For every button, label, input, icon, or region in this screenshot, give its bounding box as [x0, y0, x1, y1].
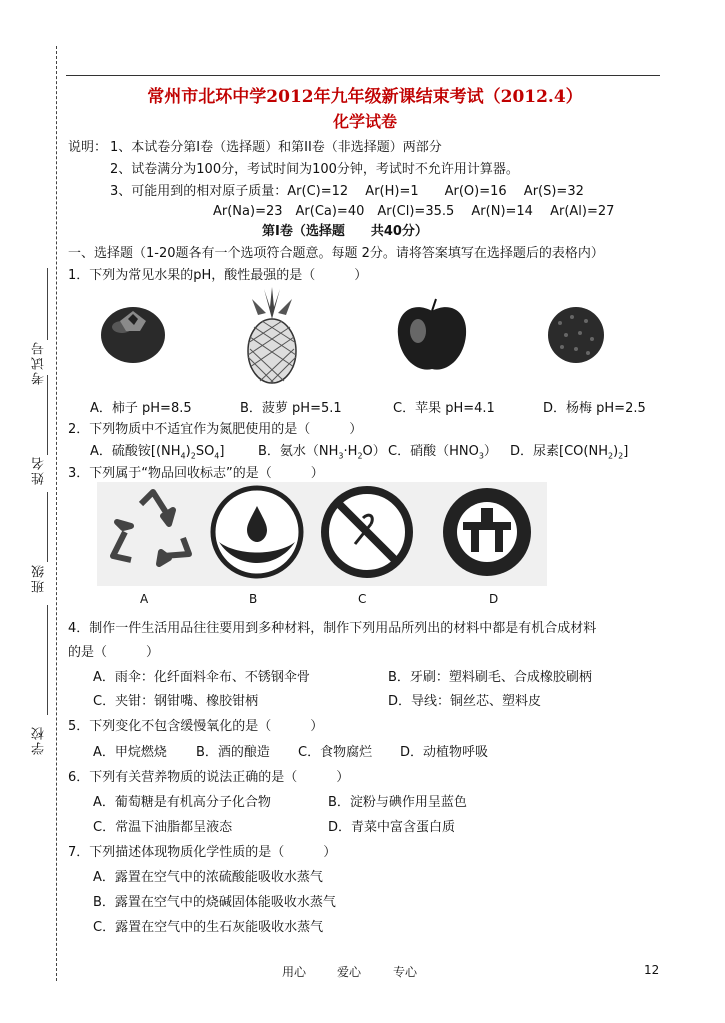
q4-option-b: B．牙刷：塑料刷毛、合成橡胶刷柄 — [388, 670, 592, 685]
q2-c-text-1: C．硝酸（HNO — [388, 444, 479, 459]
q6-option-b: B．淀粉与碘作用呈蓝色 — [328, 795, 467, 810]
exam-number-label: 考试号 — [32, 340, 47, 385]
q5-option-c: C．食物腐烂 — [298, 745, 373, 760]
instruction-line-1: 1、本试卷分第Ⅰ卷（选择题）和第II卷（非选择题）两部分 — [110, 140, 442, 155]
q3-label-a: A — [140, 592, 149, 606]
section-title: 第Ⅰ卷（选择题 共40分） — [262, 224, 428, 239]
q5-option-a: A．甲烷燃烧 — [93, 745, 167, 760]
instructions-lead: 说明： — [68, 140, 108, 155]
q6-option-a: A．葡萄糖是有机高分子化合物 — [93, 795, 271, 810]
q2-option-b — [258, 440, 386, 461]
footer-slogan-3: 专心 — [393, 965, 418, 979]
q2-a-text-1: A．硫酸铵[(NH — [90, 444, 181, 459]
q5-option-b: B．酒的酿造 — [196, 745, 270, 760]
q2-option-c — [388, 440, 497, 461]
school-field-line — [47, 605, 48, 715]
q2-b-sub-2: 2 — [357, 451, 363, 461]
page-number: 12 — [644, 963, 660, 977]
q2-b-text-2: ·H — [343, 444, 358, 459]
q2-b-text-3: O） — [362, 444, 386, 459]
instruction-line-3: 3、可能用到的相对原子质量：Ar(C)=12 Ar(H)=1 Ar(O)=16 Ar(S)=32 — [110, 184, 584, 199]
q4-option-c: C．夹钳：钢钳嘴、橡胶钳柄 — [93, 694, 259, 709]
apple-image — [394, 295, 470, 375]
q3-label-d: D — [489, 592, 499, 606]
q2-d-text-1: D．尿素[CO(NH — [510, 444, 608, 459]
q7-option-a: A．露置在空气中的浓硫酸能吸收水蒸气 — [93, 870, 323, 885]
q1-option-b: B．菠萝 pH=5.1 — [240, 401, 342, 416]
binding-dashed-line — [56, 46, 57, 981]
pineapple-image — [236, 285, 308, 385]
persimmon-image — [98, 297, 168, 367]
q1-option-c: C．苹果 pH=4.1 — [393, 401, 495, 416]
q2-d-sub-1: 2 — [607, 451, 614, 461]
q2-a-sub-2: 2 — [190, 451, 196, 461]
q2-option-a — [90, 440, 224, 461]
q2-b-sub-1: 3 — [338, 451, 344, 461]
question-2-stem: 2．下列物质中不适宜作为氮肥使用的是（ ） — [68, 422, 363, 437]
instruction-line-2: 2、试卷满分为100分，考试时间为100分钟，考试时不允许用计算器。 — [110, 162, 519, 177]
footer-slogan-2: 爱心 — [337, 965, 362, 979]
instruction-line-4: Ar(Na)=23 Ar(Ca)=40 Ar(Cl)=35.5 Ar(N)=14 Ar(Al)=27 — [213, 204, 615, 219]
q6-option-d: D．青菜中富含蛋白质 — [328, 820, 456, 835]
question-4-stem-line-1: 4．制作一件生活用品往往要用到多种材料，制作下列用品所列出的材料中都是有机合成材料 — [68, 621, 597, 636]
q4-option-a: A．雨伞：化纤面料伞布、不锈钢伞骨 — [93, 670, 310, 685]
q2-a-sub-1: 4 — [180, 451, 186, 461]
q2-c-sub-1: 3 — [478, 451, 484, 461]
section-intro: 一、选择题（1-20题各有一个选项符合题意。每题 2分。请将答案填写在选择题后的表格内） — [68, 246, 604, 261]
q2-c-text-2: ） — [483, 444, 497, 459]
school-label: 学校 — [32, 725, 47, 755]
question-7-stem: 7．下列描述体现物质化学性质的是（ ） — [68, 845, 337, 860]
q3-signs-panel — [97, 482, 547, 586]
question-4-stem-line-2: 的是（ ） — [68, 645, 160, 660]
name-label: 姓名 — [32, 455, 47, 485]
q2-d-sub-2: 2 — [618, 451, 624, 461]
exam-no-field-line — [47, 268, 48, 340]
q2-a-text-4: ] — [219, 444, 225, 459]
q5-option-d: D．动植物呼吸 — [400, 745, 489, 760]
q2-b-text-1: B．氨水（NH — [258, 444, 339, 459]
q6-option-c: C．常温下油脂都呈液态 — [93, 820, 233, 835]
bayberry-image — [546, 305, 606, 365]
header-rule — [66, 75, 660, 76]
q2-d-text-3: ] — [623, 444, 629, 459]
q4-option-d: D．导线：铜丝芯、塑料皮 — [388, 694, 542, 709]
exam-subtitle: 化学试卷 — [332, 112, 397, 131]
q3-label-c: C — [358, 592, 367, 606]
q2-a-sub-3: 4 — [214, 451, 220, 461]
exam-title: 常州市北环中学2012年九年级新课结束考试（2012.4） — [147, 87, 583, 107]
class-label: 班级 — [32, 563, 47, 593]
q1-option-a: A．柿子 pH=8.5 — [90, 401, 192, 416]
question-1-images — [88, 285, 688, 390]
class-field-line — [47, 492, 48, 562]
footer-slogan-1: 用心 — [282, 965, 307, 979]
water-tower-sign — [437, 482, 537, 582]
q2-a-text-2: ) — [185, 444, 191, 459]
name-field-line — [47, 375, 48, 455]
q2-option-d — [510, 440, 628, 461]
q2-d-text-2: ) — [613, 444, 619, 459]
question-1-stem: 1．下列为常见水果的pH，酸性最强的是（ ） — [68, 268, 368, 283]
water-saving-sign — [207, 482, 307, 582]
q7-option-b: B．露置在空气中的烧碱固体能吸收水蒸气 — [93, 895, 336, 910]
q2-a-text-3: SO — [195, 444, 215, 459]
q1-option-d: D．杨梅 pH=2.5 — [543, 401, 646, 416]
q7-option-c: C．露置在空气中的生石灰能吸收水蒸气 — [93, 920, 324, 935]
question-3-stem: 3．下列属于“物品回收标志”的是（ ） — [68, 466, 324, 481]
question-5-stem: 5．下列变化不包含缓慢氧化的是（ ） — [68, 719, 324, 734]
q3-label-b: B — [249, 592, 258, 606]
no-fire-sign — [317, 482, 417, 582]
question-6-stem: 6．下列有关营养物质的说法正确的是（ ） — [68, 770, 350, 785]
recycle-sign — [101, 482, 201, 582]
